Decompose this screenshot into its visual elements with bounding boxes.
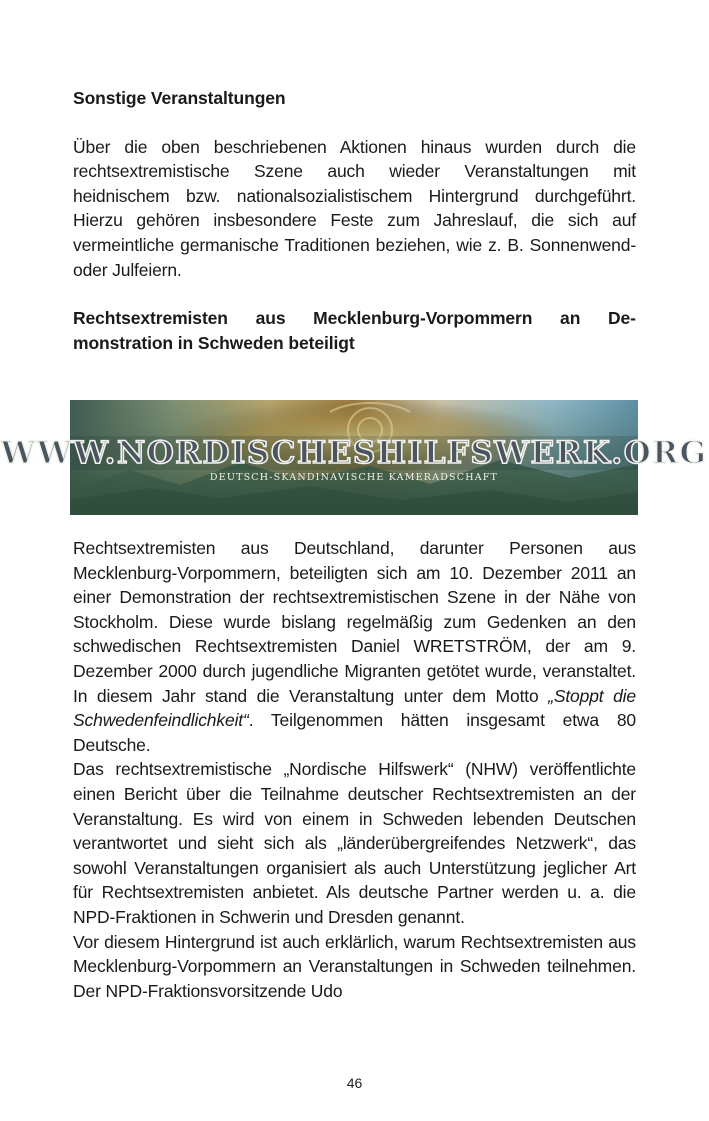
paragraph-nhw: Das rechtsextremistische „Nordische Hilfswerk“ (NHW) veröffentlichte einen Bericht über die Teilnahme deutscher Rechtsextremisten an der Veranstaltung. Es wird von einem in Schweden lebenden Deutschen verantwortet und sieht sich als „länderübergreifendes Netzwerk“, das sowohl Veranstaltungen organisiert als auch Unterstützung jeglicher Art für Rechtsextremisten anbietet. Als deutsche Partner werden u. a. die NPD-Fraktionen in Schwerin und Dresden genannt. [73, 759, 636, 927]
motto-quote: „Stoppt die Schwedenfeindlichkeit“ [73, 685, 636, 731]
section-heading-demonstration: Rechtsextremisten aus Mecklenburg-Vorpommern an Demonstration in Schweden beteiligt [73, 308, 636, 353]
page-number: 46 [346, 1075, 363, 1091]
paragraph-sonstige: Über die oben beschriebenen Aktionen hinaus wurden durch die rechtsextremistische Szene auch wieder Veranstaltungen mit heidnischem bzw. nationalsozialistischem Hintergrund durchgeführt. Hierzu gehören insbesondere Feste zum Jahreslauf, die sich auf vermeintliche germanische Traditionen beziehen, wie z. B. Sonnenwend- oder Julfeiern. [73, 136, 636, 280]
paragraph-hintergrund: Vor diesem Hintergrund ist auch erklärlich, warum Rechtsextremisten aus Mecklenburg-Vorpommern an Veranstaltungen in Schweden teilnehmen. Der NPD-Fraktionsvorsitzende Udo [73, 931, 636, 1001]
paragraph-demonstration-end: . Teilgenommen hätten insgesamt etwa 80 Deutsche. [73, 710, 636, 755]
paragraph-demonstration-text: Rechtsextremisten aus Deutschland, darunter Personen aus Mecklenburg-Vorpommern, beteiligten sich am 10. Dezember 2011 an einer Demonstration der rechtsextremistischen Szene in der Nähe von Stockholm. Diese wurde bislang regelmäßig zum Gedenken an den schwedischen Rechtsextremisten Daniel WRETSTRÖM, der am 9. Dezember 2000 durch jugendliche Migranten getötet wurde, veranstaltet. In diesem Jahr stand die Veranstaltung unter dem Motto [73, 538, 636, 706]
spacer [73, 282, 636, 306]
banner-main-text: WWW.NORDISCHESHILFSWERK.ORG [0, 435, 708, 471]
banner-image [0, 400, 708, 515]
nordisches-hilfswerk-banner [0, 400, 708, 515]
paragraph-demonstration [73, 536, 636, 757]
page-body [73, 536, 636, 1003]
spacer [73, 111, 636, 135]
page-top [73, 86, 636, 355]
section-heading-sonstige: Sonstige Veranstaltungen [73, 88, 286, 108]
banner-sub-text: DEUTSCH-SKANDINAVISCHE KAMERADSCHAFT [209, 472, 499, 483]
